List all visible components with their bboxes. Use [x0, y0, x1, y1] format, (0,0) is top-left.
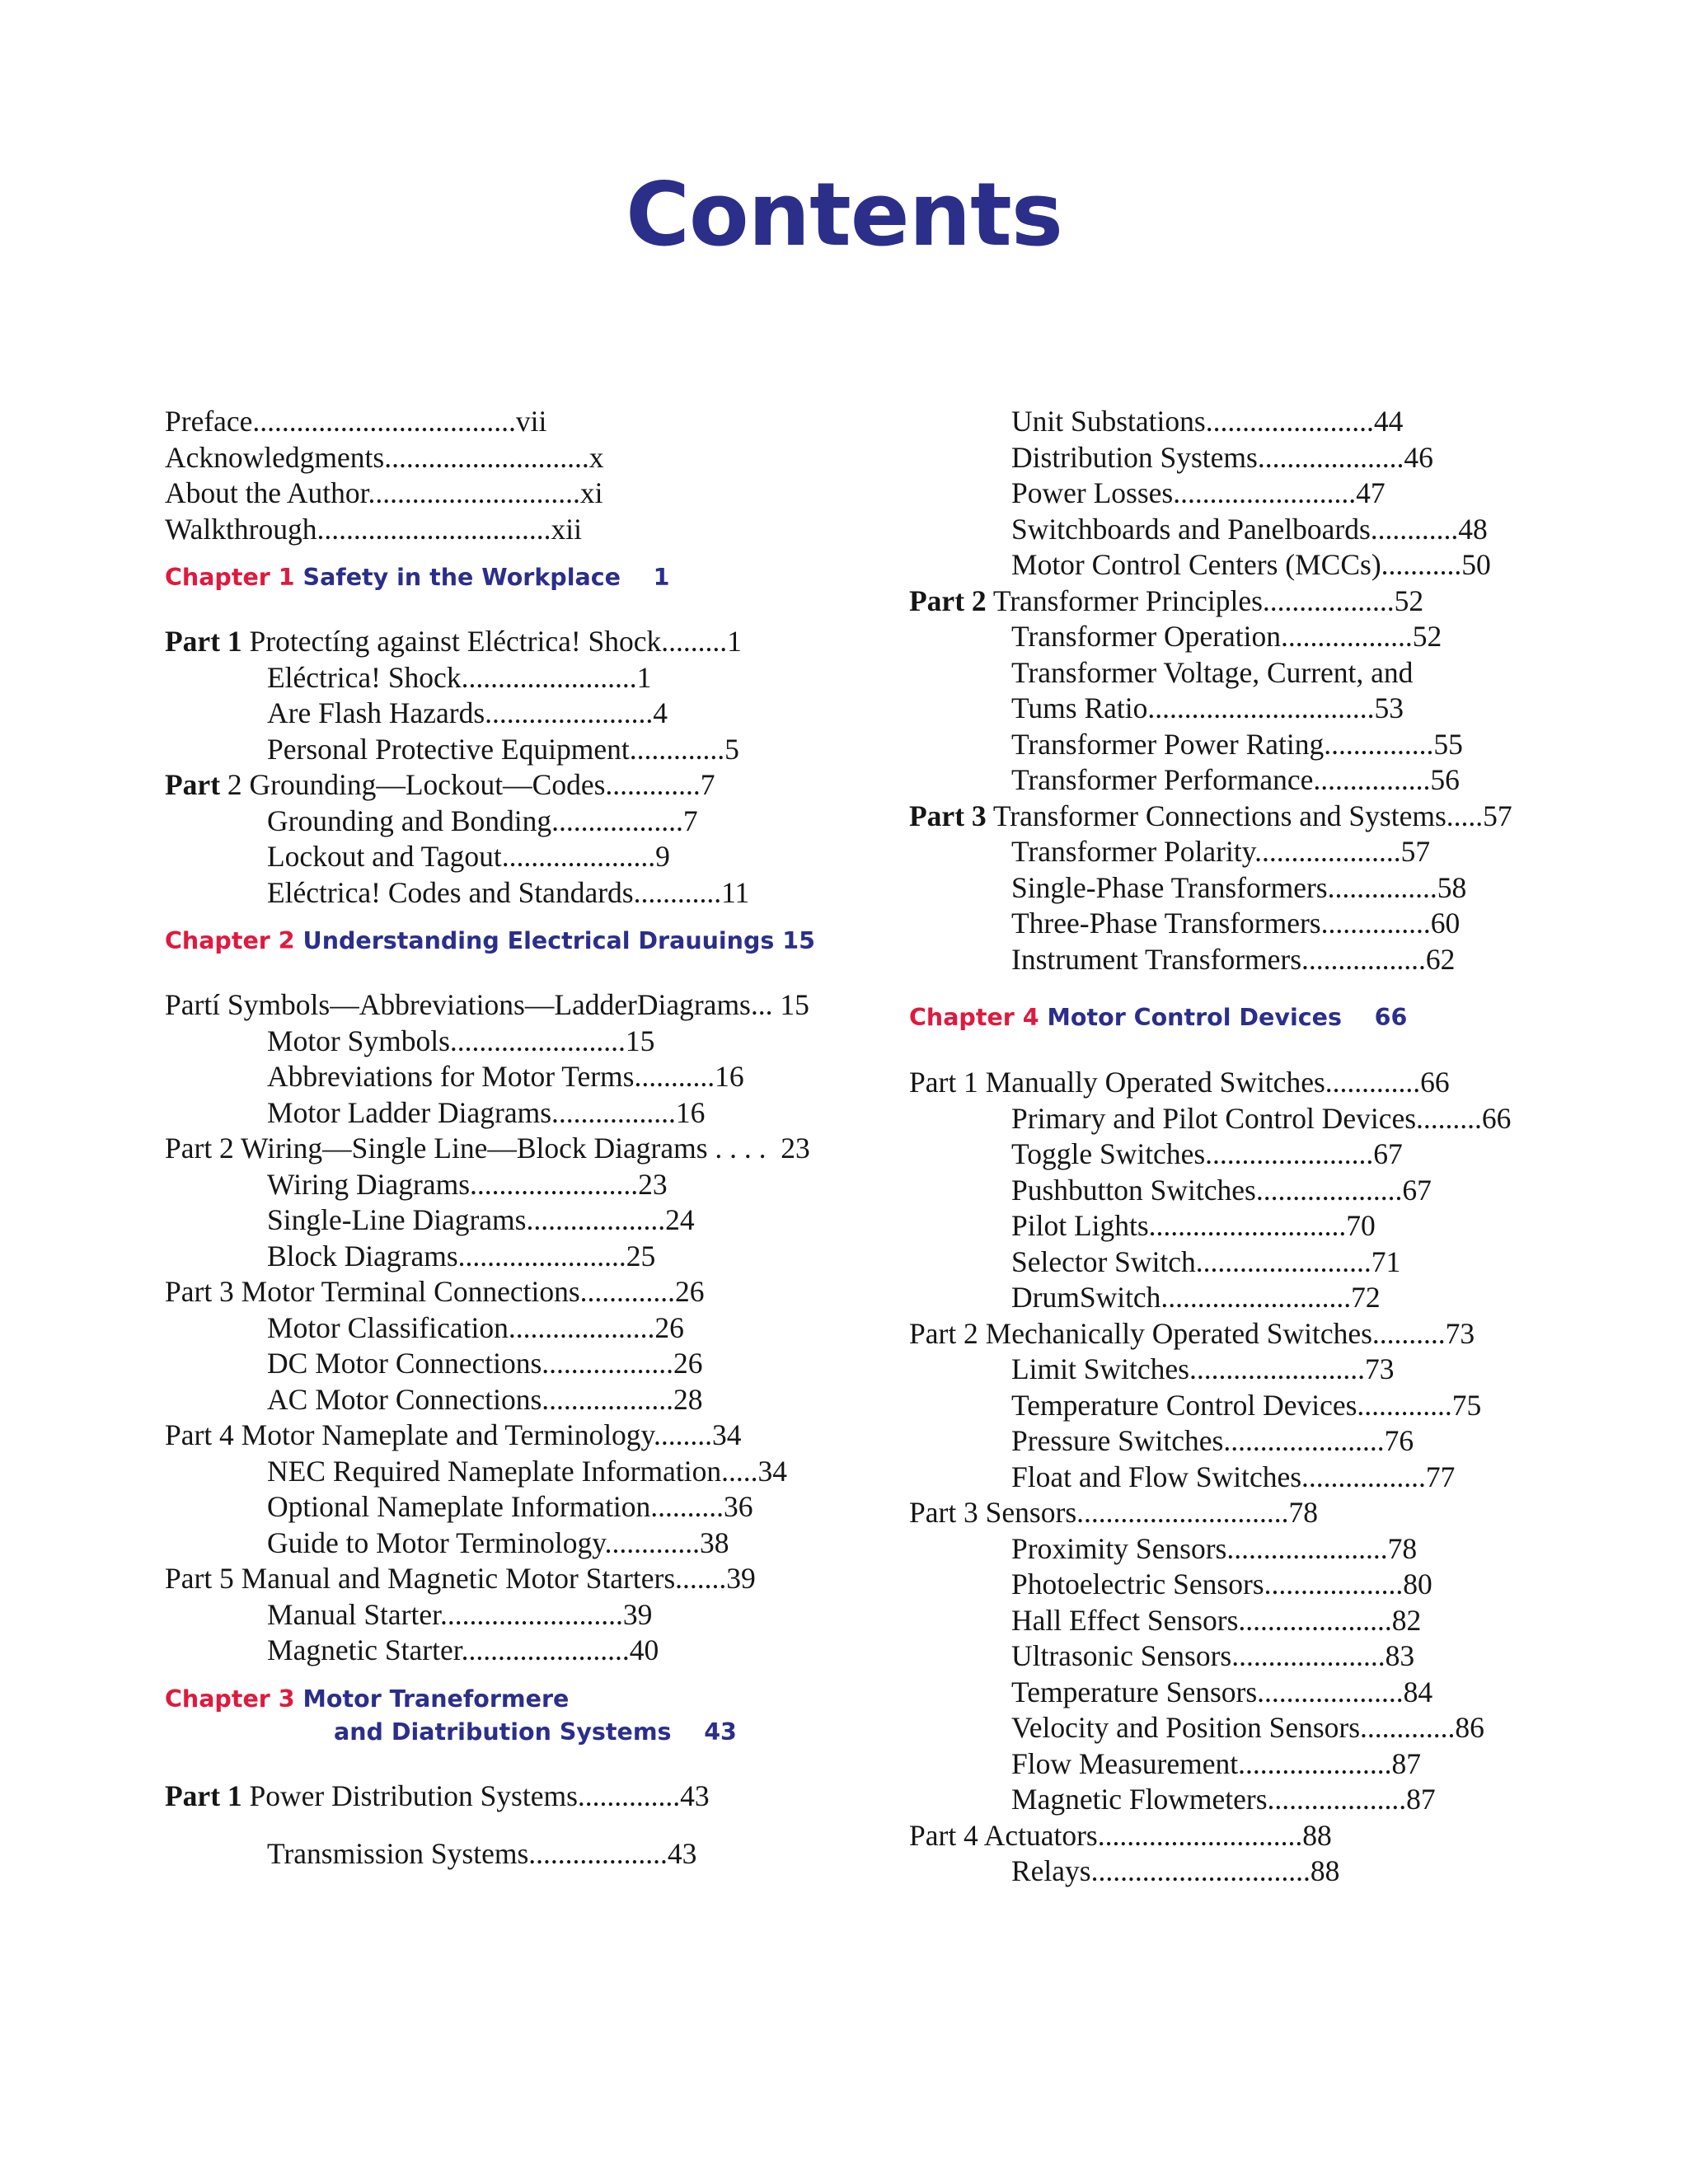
part-text: Protectíng against Eléctrica! Shock.........1 [249, 625, 742, 658]
toc-sub-entry: Pushbutton Switches....................67 [1011, 1173, 1432, 1207]
chapter-title: Motor Control Devices [1047, 1004, 1342, 1031]
toc-sub-entry: Selector Switch........................71 [1011, 1244, 1401, 1278]
page-title: Contents [626, 164, 1062, 265]
chapter-3-heading [165, 1683, 874, 1716]
part-text: Transformer Connections and Systems.....57 [992, 799, 1512, 832]
toc-sub-entry: Magnetic Flowmeters...................87 [1011, 1783, 1436, 1816]
toc-part-entry [165, 624, 874, 660]
toc-sub-entry: Proximity Sensors......................78 [1011, 1531, 1418, 1565]
toc-sub-entry: Transformer Voltage, Current, and [1011, 655, 1414, 689]
chapter-number: Chapter 3 [165, 1685, 295, 1713]
toc-sub-entry: Motor Control Centers (MCCs)...........50 [1011, 548, 1491, 581]
chapter-title-continued: and Diatribution Systems [334, 1718, 672, 1746]
toc-sub-entry: Three-Phase Transformers...............60 [1011, 907, 1461, 940]
toc-sub-entry: Instrument Transformers.................62 [1011, 942, 1456, 976]
toc-sub-entry: Distribution Systems....................46 [1011, 440, 1433, 474]
chapter-number: Chapter 1 [165, 564, 295, 591]
toc-entry-acknowledgments: Acknowledgments............................x [165, 440, 604, 474]
toc-entry-preface: Preface....................................vii [165, 405, 547, 438]
toc-sub-entry: Flow Measurement.....................87 [1011, 1746, 1421, 1780]
chapter-3-heading-line-2 [165, 1716, 874, 1749]
toc-sub-entry: Wiring Diagrams.......................23 [267, 1167, 668, 1201]
toc-part-entry [165, 767, 874, 804]
chapter-page: 66 [1374, 1004, 1408, 1031]
toc-sub-entry: Motor Ladder Diagrams.................16 [267, 1095, 706, 1129]
toc-sub-entry: Tums Ratio...............................53 [1011, 691, 1404, 724]
toc-sub-entry: Single-Line Diagrams...................24 [267, 1203, 695, 1236]
toc-sub-entry: Are Flash Hazards.......................4 [267, 696, 668, 729]
toc-part-entry: Part 1 Manually Operated Switches.............66 [909, 1066, 1450, 1099]
chapter-2-heading [165, 925, 874, 958]
toc-sub-entry: Photoelectric Sensors...................80 [1011, 1568, 1432, 1601]
part-text: 2 Grounding—Lockout—Codes.............7 [227, 768, 715, 801]
toc-sub-entry: Hall Effect Sensors.....................82 [1011, 1603, 1422, 1637]
chapter-page: 43 [704, 1718, 737, 1746]
toc-sub-entry: AC Motor Connections..................28 [267, 1382, 703, 1416]
toc-sub-entry: Transmission Systems...................43 [267, 1837, 697, 1870]
toc-sub-entry: Optional Nameplate Information..........36 [267, 1490, 753, 1523]
part-text: Transformer Principles..................52 [992, 583, 1424, 617]
toc-sub-entry: Relays..............................88 [1011, 1854, 1340, 1887]
toc-sub-entry: Unit Substations.......................44 [1011, 405, 1404, 438]
toc-sub-entry: Primary and Pilot Control Devices.........66 [1011, 1101, 1512, 1135]
toc-sub-entry: NEC Required Nameplate Information.....34 [267, 1454, 787, 1488]
toc-part-entry: Part 3 Sensors.............................78 [909, 1496, 1319, 1529]
toc-sub-entry: Eléctrica! Codes and Standards............11 [267, 875, 750, 909]
chapter-title: Understanding Electrical Drauuings [302, 927, 775, 954]
toc-sub-entry: Toggle Switches.......................67 [1011, 1137, 1403, 1170]
toc-sub-entry: Velocity and Position Sensors.............86 [1011, 1711, 1484, 1744]
toc-sub-entry: Abbreviations for Motor Terms...........16 [267, 1060, 744, 1093]
toc-sub-entry: Pilot Lights...........................70 [1011, 1209, 1376, 1242]
toc-sub-entry: Power Losses.........................47 [1011, 476, 1386, 509]
chapter-page: 15 [782, 927, 815, 954]
toc-sub-entry: Eléctrica! Shock........................1 [267, 660, 652, 694]
toc-sub-entry: Ultrasonic Sensors.....................83 [1011, 1639, 1415, 1672]
toc-part-entry: Part 2 Mechanically Operated Switches..........73 [909, 1316, 1475, 1350]
toc-part-entry: Part 3 Motor Terminal Connections.............26 [165, 1275, 705, 1308]
toc-sub-entry: Block Diagrams.......................25 [267, 1239, 656, 1272]
toc-sub-entry: Switchboards and Panelboards............48 [1011, 512, 1488, 546]
chapter-1-heading [165, 561, 874, 594]
toc-sub-entry: Motor Symbols........................15 [267, 1024, 655, 1057]
toc-sub-entry: Transformer Operation..................52 [1011, 620, 1442, 653]
toc-sub-entry: Temperature Sensors....................84 [1011, 1675, 1433, 1708]
toc-part-entry: Part 4 Motor Nameplate and Terminology........34 [165, 1418, 742, 1451]
part-label: Part [165, 768, 221, 801]
part-label: Part 1 [165, 625, 242, 658]
toc-right-column [909, 404, 1651, 1890]
toc-entry-about-author: About the Author.............................xi [165, 476, 603, 509]
toc-sub-entry: DrumSwitch..........................72 [1011, 1281, 1381, 1314]
part-text: Power Distribution Systems..............43 [249, 1779, 710, 1812]
toc-left-column [165, 404, 874, 1872]
toc-entry-walkthrough: Walkthrough................................xii [165, 512, 582, 546]
toc-part-entry: Part 2 Wiring—Single Line—Block Diagrams . . . . 23 [165, 1132, 810, 1165]
toc-sub-entry: Motor Classification....................26 [267, 1310, 684, 1344]
toc-part-entry: Partí Symbols—Abbreviations—LadderDiagrams... 15 [165, 988, 809, 1021]
toc-sub-entry: Transformer Power Rating...............55 [1011, 727, 1463, 761]
toc-sub-entry: Personal Protective Equipment.............5 [267, 732, 739, 766]
part-label: Part 3 [909, 799, 987, 832]
chapter-page: 1 [653, 564, 670, 591]
toc-sub-entry: Transformer Performance................56 [1011, 763, 1460, 796]
toc-sub-entry: Grounding and Bonding..................7 [267, 804, 698, 837]
toc-sub-entry: Limit Switches........................73 [1011, 1352, 1395, 1385]
toc-sub-entry: Lockout and Tagout.....................9 [267, 840, 670, 873]
toc-part-entry [909, 799, 1651, 835]
toc-part-entry [165, 1779, 874, 1815]
toc-sub-entry: Magnetic Starter.......................40 [267, 1633, 659, 1666]
part-label: Part 2 [909, 583, 987, 617]
part-label: Part 1 [165, 1779, 242, 1812]
chapter-number: Chapter 4 [909, 1004, 1039, 1031]
toc-sub-entry: Single-Phase Transformers...............58 [1011, 870, 1467, 904]
toc-sub-entry: DC Motor Connections..................26 [267, 1347, 703, 1380]
toc-sub-entry: Float and Flow Switches.................77 [1011, 1460, 1456, 1493]
toc-part-entry: Part 5 Manual and Magnetic Motor Starters.......39 [165, 1562, 756, 1595]
chapter-4-heading [909, 1001, 1651, 1034]
toc-sub-entry: Pressure Switches......................76 [1011, 1424, 1414, 1457]
toc-part-entry [909, 583, 1651, 620]
toc-sub-entry: Manual Starter.........................39 [267, 1597, 653, 1631]
chapter-title: Motor Traneformere [302, 1685, 570, 1713]
toc-sub-entry: Transformer Polarity....................57 [1011, 835, 1431, 868]
toc-sub-entry: Guide to Motor Terminology.............38 [267, 1526, 729, 1559]
toc-sub-entry: Temperature Control Devices.............75 [1011, 1388, 1482, 1422]
chapter-title: Safety in the Workplace [302, 564, 621, 591]
chapter-number: Chapter 2 [165, 927, 295, 954]
toc-part-entry: Part 4 Actuators............................88 [909, 1818, 1332, 1852]
